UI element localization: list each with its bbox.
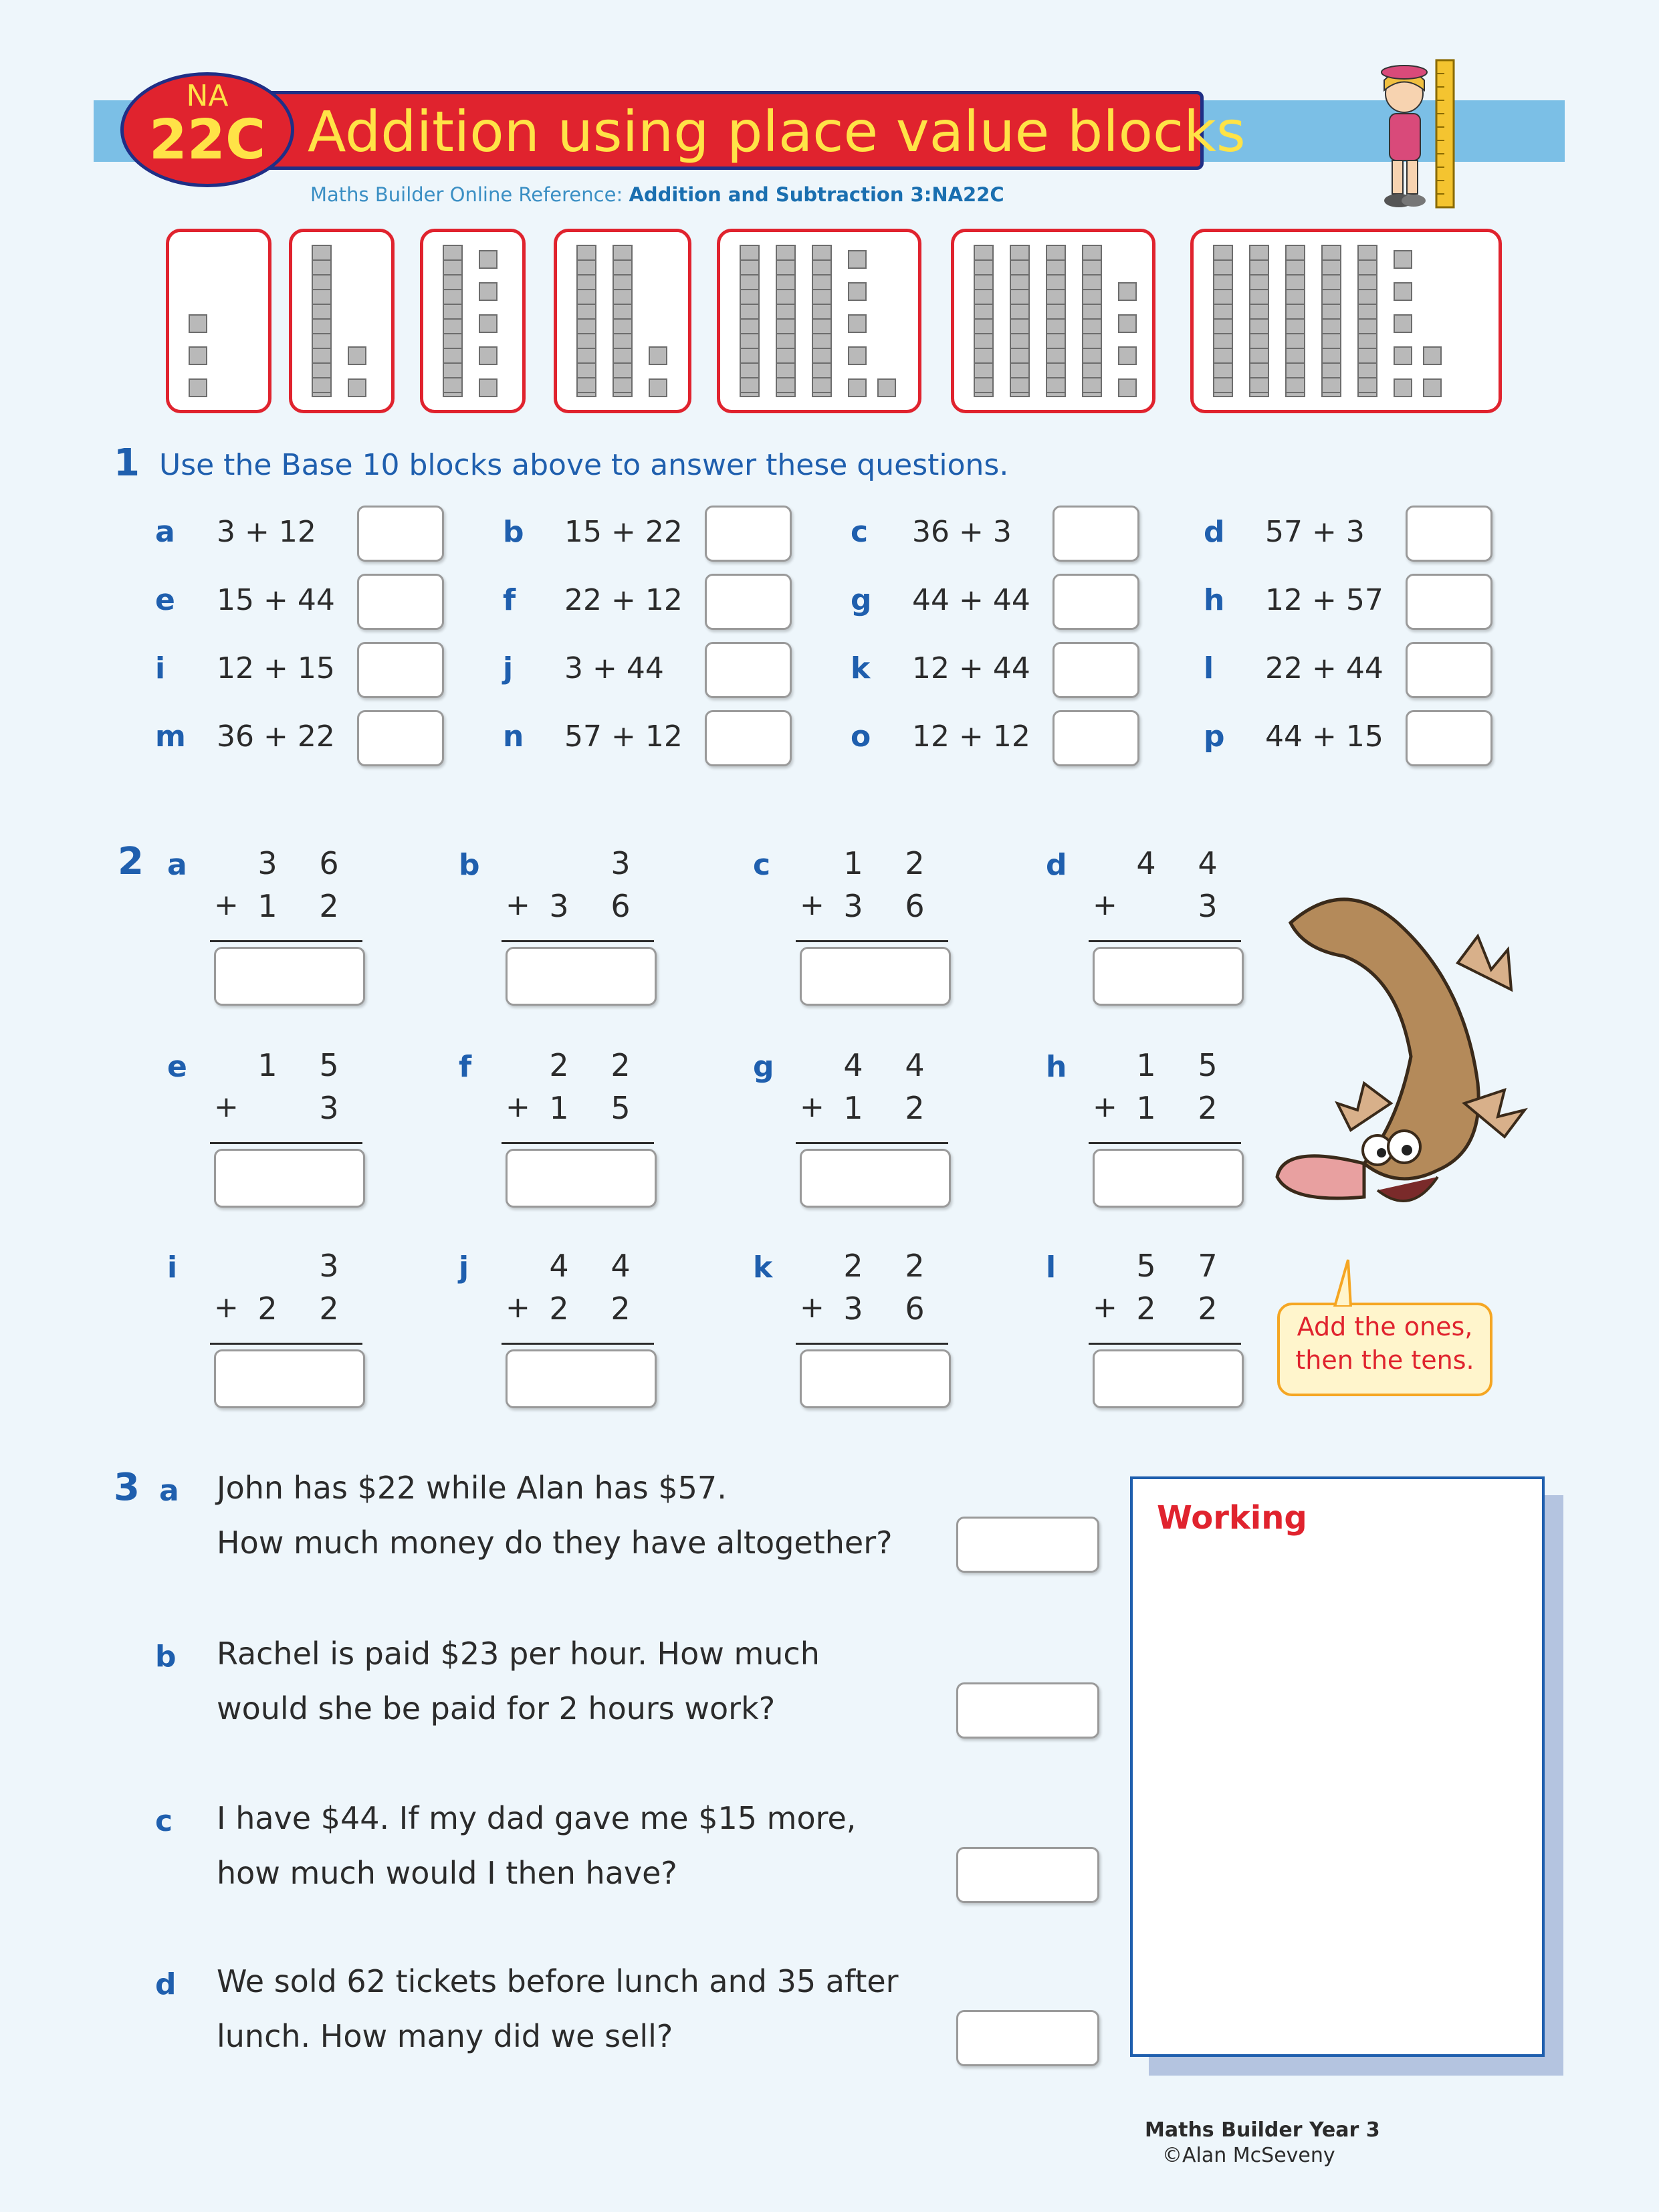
q2-answer-box[interactable] — [214, 947, 365, 1006]
one-cube — [848, 282, 867, 301]
q3-line-2: would she be paid for 2 hours work? — [217, 1690, 776, 1727]
one-cube — [1118, 282, 1137, 301]
q2-tens-digit: 1 — [549, 1090, 569, 1126]
ten-rod — [740, 245, 760, 397]
base-10-panel — [166, 229, 271, 413]
one-cube — [649, 346, 667, 365]
q1-answer-box[interactable] — [705, 574, 792, 630]
one-cube — [1118, 314, 1137, 333]
q1-letter: b — [503, 515, 524, 549]
q1-expression: 12 + 57 — [1265, 583, 1384, 617]
base-10-panel — [1190, 229, 1502, 413]
q1-answer-box[interactable] — [357, 574, 444, 630]
reference-value: Addition and Subtraction 3:NA22C — [629, 183, 1004, 206]
q1-letter: g — [851, 583, 872, 617]
one-cube — [479, 378, 497, 397]
q1-letter: c — [851, 515, 869, 549]
ten-rod — [1213, 245, 1233, 397]
q2-tens-digit: 2 — [549, 1291, 569, 1327]
q2-ones-digit: 2 — [905, 845, 925, 881]
q1-expression: 12 + 44 — [912, 651, 1030, 685]
q2-ones-digit: 5 — [319, 1047, 339, 1083]
ten-rod — [443, 245, 463, 397]
q2-tens-digit: 4 — [549, 1248, 569, 1284]
q3-letter: d — [155, 1967, 177, 2001]
q2-tens-digit: 1 — [257, 1047, 278, 1083]
plus-sign: + — [1093, 1090, 1117, 1124]
q1-expression: 44 + 15 — [1265, 720, 1384, 754]
badge-code: 22C — [148, 108, 266, 172]
q1-answer-box[interactable] — [705, 642, 792, 698]
question-1-number: 1 — [114, 441, 140, 485]
q2-answer-box[interactable] — [214, 1349, 365, 1408]
q2-tens-digit: 3 — [843, 888, 863, 924]
ten-rod — [576, 245, 596, 397]
hint-line-2: then the tens. — [1295, 1345, 1474, 1375]
ten-rod — [812, 245, 832, 397]
q2-tens-digit: 3 — [843, 1291, 863, 1327]
one-cube — [1118, 346, 1137, 365]
one-cube — [1423, 346, 1442, 365]
one-cube — [1394, 250, 1412, 269]
q2-letter: i — [167, 1250, 178, 1285]
q3-line-2: How much money do they have altogether? — [217, 1525, 893, 1561]
q1-answer-box[interactable] — [357, 710, 444, 766]
girl-with-ruler-illustration — [1357, 53, 1478, 214]
ten-rod — [974, 245, 994, 397]
q2-ones-digit: 5 — [1198, 1047, 1218, 1083]
sum-rule — [796, 1343, 948, 1345]
q1-answer-box[interactable] — [705, 710, 792, 766]
q2-tens-digit: 1 — [843, 845, 863, 881]
q3-answer-box[interactable] — [956, 1847, 1099, 1903]
one-cube — [1394, 314, 1412, 333]
q3-line-1: John has $22 while Alan has $57. — [217, 1470, 727, 1506]
footer-book-title: Maths Builder Year 3 — [1145, 2118, 1380, 2142]
ten-rod — [1046, 245, 1066, 397]
q2-letter: g — [753, 1050, 774, 1084]
q1-answer-box[interactable] — [1406, 574, 1492, 630]
q1-answer-box[interactable] — [1053, 642, 1139, 698]
q1-answer-box[interactable] — [1406, 642, 1492, 698]
ten-rod — [1357, 245, 1377, 397]
q1-expression: 12 + 15 — [217, 651, 335, 685]
q1-expression: 36 + 22 — [217, 720, 335, 754]
one-cube — [189, 378, 207, 397]
q2-ones-digit: 2 — [1198, 1090, 1218, 1126]
q2-tens-digit: 1 — [257, 888, 278, 924]
plus-sign: + — [506, 888, 530, 922]
q2-tens-digit: 2 — [549, 1047, 569, 1083]
ten-rod — [613, 245, 633, 397]
q2-tens-digit: 1 — [1136, 1090, 1156, 1126]
q2-ones-digit: 2 — [905, 1090, 925, 1126]
q1-letter: h — [1204, 583, 1225, 617]
q1-letter: j — [503, 651, 514, 685]
q1-expression: 57 + 3 — [1265, 515, 1365, 549]
q1-expression: 3 + 44 — [564, 651, 664, 685]
q2-ones-digit: 6 — [905, 1291, 925, 1327]
sum-rule — [210, 1343, 362, 1345]
q1-expression: 12 + 12 — [912, 720, 1030, 754]
sum-rule — [502, 940, 654, 942]
q2-ones-digit: 3 — [319, 1090, 339, 1126]
q3-answer-box[interactable] — [956, 1682, 1099, 1739]
one-cube — [649, 378, 667, 397]
q2-ones-digit: 7 — [1198, 1248, 1218, 1284]
ten-rod — [312, 245, 332, 397]
sum-rule — [1089, 1343, 1241, 1345]
q1-letter: e — [155, 583, 175, 617]
q2-answer-box[interactable] — [800, 1149, 951, 1208]
q2-ones-digit: 4 — [1198, 845, 1218, 881]
q1-answer-box[interactable] — [705, 506, 792, 562]
q1-letter: l — [1204, 651, 1214, 685]
q2-ones-digit: 2 — [905, 1248, 925, 1284]
q2-ones-digit: 6 — [319, 845, 339, 881]
one-cube — [1118, 378, 1137, 397]
one-cube — [189, 346, 207, 365]
q3-letter: a — [159, 1474, 179, 1508]
q1-expression: 15 + 22 — [564, 515, 683, 549]
q2-tens-digit: 4 — [1136, 845, 1156, 881]
sum-rule — [1089, 1142, 1241, 1144]
q2-tens-digit: 2 — [843, 1248, 863, 1284]
q2-tens-digit: 1 — [1136, 1047, 1156, 1083]
q3-answer-box[interactable] — [956, 2010, 1099, 2066]
q1-expression: 22 + 44 — [1265, 651, 1384, 685]
q2-tens-digit: 3 — [257, 845, 278, 881]
q2-answer-box[interactable] — [1093, 1149, 1244, 1208]
q1-answer-box[interactable] — [1406, 506, 1492, 562]
q1-letter: k — [851, 651, 871, 685]
q1-letter: i — [155, 651, 166, 685]
q2-answer-box[interactable] — [800, 947, 951, 1006]
q2-ones-digit: 2 — [611, 1047, 631, 1083]
q1-letter: a — [155, 515, 175, 549]
base-10-panel — [289, 229, 395, 413]
q3-letter: b — [155, 1640, 177, 1674]
q2-letter: f — [459, 1050, 472, 1084]
plus-sign: + — [214, 1291, 239, 1325]
plus-sign: + — [800, 1090, 824, 1124]
q2-answer-box[interactable] — [214, 1149, 365, 1208]
q2-letter: j — [459, 1250, 469, 1285]
q1-answer-box[interactable] — [357, 642, 444, 698]
sum-rule — [210, 1142, 362, 1144]
one-cube — [479, 282, 497, 301]
q1-expression: 36 + 3 — [912, 515, 1012, 549]
ten-rod — [1285, 245, 1305, 397]
ten-rod — [1321, 245, 1341, 397]
plus-sign: + — [506, 1090, 530, 1124]
q2-ones-digit: 3 — [319, 1248, 339, 1284]
sum-rule — [210, 940, 362, 942]
q2-tens-digit: 4 — [843, 1047, 863, 1083]
plus-sign: + — [506, 1291, 530, 1325]
plus-sign: + — [214, 888, 239, 922]
q2-letter: e — [167, 1050, 187, 1084]
one-cube — [479, 346, 497, 365]
sum-rule — [502, 1343, 654, 1345]
ten-rod — [1082, 245, 1102, 397]
plus-sign: + — [800, 1291, 824, 1325]
q2-letter: k — [753, 1250, 773, 1285]
q1-expression: 57 + 12 — [564, 720, 683, 754]
sum-rule — [502, 1142, 654, 1144]
q3-line-1: We sold 62 tickets before lunch and 35 after — [217, 1963, 899, 1999]
q1-letter: o — [851, 720, 871, 754]
one-cube — [348, 346, 366, 365]
plus-sign: + — [800, 888, 824, 922]
question-1-instruction: Use the Base 10 blocks above to answer these questions. — [159, 448, 1009, 482]
q2-letter: h — [1046, 1050, 1067, 1084]
platypus-illustration — [1264, 883, 1531, 1270]
one-cube — [348, 378, 366, 397]
sum-rule — [796, 940, 948, 942]
footer-copyright: ©Alan McSeveny — [1162, 2144, 1335, 2167]
q3-line-2: how much would I then have? — [217, 1855, 677, 1891]
question-2-number: 2 — [118, 840, 144, 883]
q2-letter: b — [459, 848, 480, 882]
ten-rod — [1010, 245, 1030, 397]
q1-expression: 44 + 44 — [912, 583, 1030, 617]
q2-ones-digit: 6 — [905, 888, 925, 924]
q1-answer-box[interactable] — [1053, 506, 1139, 562]
one-cube — [848, 250, 867, 269]
q2-answer-box[interactable] — [506, 1149, 657, 1208]
q1-answer-box[interactable] — [1053, 574, 1139, 630]
plus-sign: + — [214, 1090, 239, 1124]
online-reference — [310, 183, 1004, 206]
q1-letter: d — [1204, 515, 1225, 549]
page-title: Addition using place value blocks — [308, 99, 1246, 164]
q2-tens-digit: 3 — [549, 888, 569, 924]
one-cube — [1394, 282, 1412, 301]
q1-expression: 15 + 44 — [217, 583, 335, 617]
one-cube — [877, 378, 896, 397]
one-cube — [848, 314, 867, 333]
q2-tens-digit: 2 — [1136, 1291, 1156, 1327]
working-area[interactable] — [1130, 1476, 1545, 2057]
q2-tens-digit: 2 — [257, 1291, 278, 1327]
q2-ones-digit: 3 — [611, 845, 631, 881]
ten-rod — [776, 245, 796, 397]
plus-sign: + — [1093, 1291, 1117, 1325]
question-3-number: 3 — [114, 1466, 140, 1509]
one-cube — [479, 250, 497, 269]
q1-answer-box[interactable] — [1406, 710, 1492, 766]
sum-rule — [796, 1142, 948, 1144]
q1-answer-box[interactable] — [357, 506, 444, 562]
hint-line-1: Add the ones, — [1297, 1312, 1473, 1341]
one-cube — [848, 378, 867, 397]
one-cube — [848, 346, 867, 365]
one-cube — [1423, 378, 1442, 397]
one-cube — [1394, 346, 1412, 365]
q3-line-2: lunch. How many did we sell? — [217, 2018, 673, 2054]
q2-letter: l — [1046, 1250, 1057, 1285]
q2-answer-box[interactable] — [1093, 947, 1244, 1006]
plus-sign: + — [1093, 888, 1117, 922]
q2-tens-digit: 5 — [1136, 1248, 1156, 1284]
q1-answer-box[interactable] — [1053, 710, 1139, 766]
badge-strand: NA — [186, 79, 229, 113]
reference-prefix: Maths Builder Online Reference: — [310, 183, 629, 206]
q1-letter: n — [503, 720, 524, 754]
hint-bubble-tail — [1331, 1257, 1357, 1307]
q2-ones-digit: 2 — [319, 1291, 339, 1327]
q1-expression: 22 + 12 — [564, 583, 683, 617]
q2-ones-digit: 2 — [319, 888, 339, 924]
one-cube — [189, 314, 207, 333]
q2-answer-box[interactable] — [506, 1349, 657, 1408]
q2-ones-digit: 5 — [611, 1090, 631, 1126]
q2-ones-digit: 2 — [1198, 1291, 1218, 1327]
one-cube — [479, 314, 497, 333]
q2-letter: d — [1046, 848, 1067, 882]
one-cube — [1394, 378, 1412, 397]
q3-answer-box[interactable] — [956, 1517, 1099, 1573]
q3-letter: c — [155, 1804, 173, 1838]
q2-ones-digit: 2 — [611, 1291, 631, 1327]
ten-rod — [1249, 245, 1269, 397]
q2-letter: a — [167, 848, 187, 882]
base-10-panel — [420, 229, 526, 413]
q1-expression: 3 + 12 — [217, 515, 316, 549]
q2-ones-digit: 3 — [1198, 888, 1218, 924]
working-label: Working — [1157, 1499, 1307, 1537]
q1-letter: f — [503, 583, 516, 617]
q2-answer-box[interactable] — [1093, 1349, 1244, 1408]
q2-answer-box[interactable] — [506, 947, 657, 1006]
q2-tens-digit: 1 — [843, 1090, 863, 1126]
sum-rule — [1089, 940, 1241, 942]
q2-letter: c — [753, 848, 771, 882]
q1-letter: m — [155, 720, 186, 754]
q3-line-1: I have $44. If my dad gave me $15 more, — [217, 1800, 857, 1836]
q3-line-1: Rachel is paid $23 per hour. How much — [217, 1636, 820, 1672]
q2-ones-digit: 4 — [611, 1248, 631, 1284]
q2-ones-digit: 4 — [905, 1047, 925, 1083]
q2-ones-digit: 6 — [611, 888, 631, 924]
q2-answer-box[interactable] — [800, 1349, 951, 1408]
q1-letter: p — [1204, 720, 1225, 754]
